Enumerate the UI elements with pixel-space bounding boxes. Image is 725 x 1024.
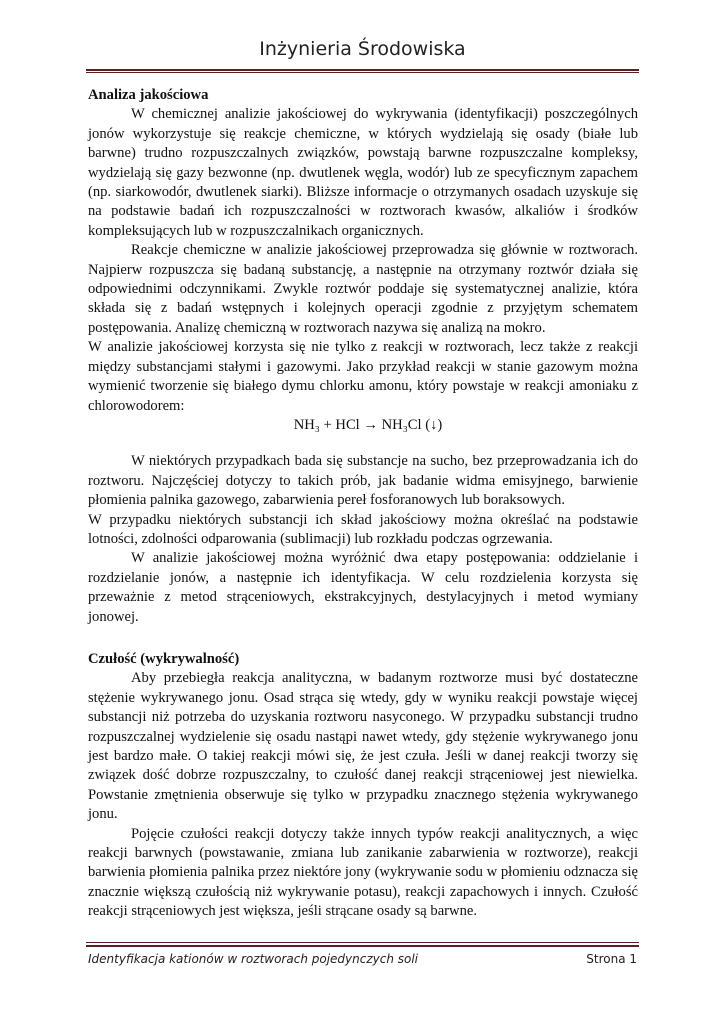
footer-document-title: Identyfikacja kationów w roztworach pojedynczych soli bbox=[88, 952, 419, 966]
chemical-equation: NH₃ + HCl → NH₃Cl (↓) bbox=[293, 416, 443, 433]
spacer bbox=[88, 627, 638, 650]
paragraph: Aby przebiegła reakcja analityczna, w badanym roztworze musi być dostateczne stężenie wykrywanego jonu. Osad strąca się wtedy, gdy w wyniku reakcji powstaje więcej substancji niż potrzeba do uzyskania roztworu nasyconego. W przypadku substancji trudno rozpuszczalnej wydzielenie się osadu nastąpi nawet wtedy, gdy stężenie wykrywanego jonu jest bardzo małe. O takiej reakcji mówi się, że jest czuła. Jeśli w danej reakcji tworzy się związek dość dobrze rozpuszczalny, to czułość danej reakcji strąceniowej jest niewielka. Powstanie zmętnienia obserwuje się tylko w przypadku znacznego stężenia wykrywanego jonu. bbox=[88, 670, 638, 823]
paragraph: W przypadku niektórych substancji ich skład jakościowy można określać na podstawie lotności, zdolności odparowania (sublimacji) lub rozkładu podczas ogrzewania. bbox=[88, 511, 638, 547]
footer-divider bbox=[86, 945, 639, 947]
header-divider bbox=[86, 69, 639, 71]
footer-divider-thin bbox=[86, 942, 639, 943]
paragraph: W niektórych przypadkach bada się substancje na sucho, bez przeprowadzania ich do roztworu. Najczęściej dotyczy to takich prób, jak badanie widma emisyjnego, barwienie płomienia palnika gazowego, zabarwienia pereł fosforanowych lub boraksowych. bbox=[88, 453, 638, 509]
paragraph: W analizie jakościowej korzysta się nie tylko z reakcji w roztworach, lecz także z reakcji między substancjami stałymi i gazowymi. Jako przykład reakcji w stanie gazowym można wymienić tworzenie się białego dymu chlorku amonu, który powstaje w reakcji amoniaku z chlorowodorem: bbox=[88, 339, 638, 414]
paragraph: Pojęcie czułości reakcji dotyczy także innych typów reakcji analitycznych, a więc reakcji barwnych (powstawanie, zmiana lub zanikanie zabarwienia w roztworze), reakcji barwienia płomienia palnika przez niektóre jony (wykrywanie sodu w płomieniu odznacza się znacznie większą czułością niż wykrywanie potasu), reakcji zapachowych i innych. Czułość reakcji strąceniowych jest większa, jeśli strącane osady są barwne. bbox=[88, 825, 638, 920]
document-body bbox=[88, 86, 638, 922]
footer-page-number: Strona 1 bbox=[586, 952, 637, 966]
page-header-title: Inżynieria Środowiska bbox=[259, 38, 466, 60]
paragraph: Reakcje chemiczne w analizie jakościowej przeprowadza się głównie w roztworach. Najpierw rozpuszcza się badaną substancję, a następnie na otrzymany roztwór działa się odpowiednimi odczynnikami. Zwykle roztwór poddaje się systematycznej analizie, która składa się z badań wstępnych i kolejnych operacji zgodnie z przyjętym schematem postępowania. Analizę chemiczną w roztworach nazywa się analizą na mokro. bbox=[88, 242, 638, 336]
section-heading-czulosc: Czułość (wykrywalność) bbox=[88, 650, 240, 667]
section-heading-analiza: Analiza jakościowa bbox=[88, 87, 209, 103]
header-divider-thin bbox=[86, 72, 639, 73]
paragraph: W analizie jakościowej można wyróżnić dwa etapy postępowania: oddzielanie i rozdzielanie jonów, a następnie ich identyfikacja. W celu rozdzielenia korzysta się przeważnie z metod strąceniowych, ekstrakcyjnych, destylacyjnych i metod wymiany jonowej. bbox=[88, 550, 638, 625]
paragraph: W chemicznej analizie jakościowej do wykrywania (identyfikacji) poszczególnych jonów wykorzystuje się reakcje chemiczne, w których wydzielają się osady (białe lub barwne) trudno rozpuszczalnych związków, powstają barwne rozpuszczalne kompleksy, wydzielają się gazy bezwonne (np. dwutlenek węgla, wodór) lub ze specyficznym zapachem (np. siarkowodór, dwutlenek siarki). Bliższe informacje o otrzymanych osadach uzyskuje się na podstawie badań ich rozpuszczalności w roztworach kwasów, alkaliów i środków kompleksujących lub w rozpuszczalnikach organicznych. bbox=[88, 106, 638, 239]
spacer bbox=[88, 435, 638, 452]
